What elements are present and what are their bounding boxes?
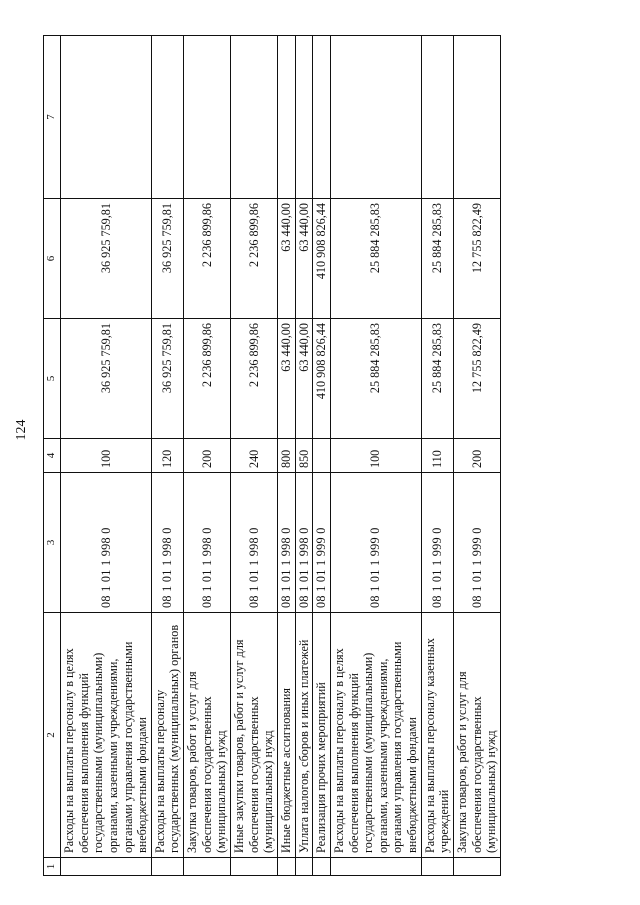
row-blank-cell: [330, 858, 421, 876]
column-number: 3: [44, 473, 61, 613]
row-code-cell: 08 1 01 1 998 0: [277, 473, 295, 613]
row-sum-col5-cell: 410 908 826,44: [313, 319, 331, 439]
row-code-cell: 08 1 01 1 998 0: [151, 473, 183, 613]
row-sum-col6-cell: 25 884 285,83: [421, 199, 453, 319]
table-row: [330, 36, 421, 876]
row-sum-col7-cell: [277, 36, 295, 199]
row-blank-cell: [454, 858, 501, 876]
row-sum-col6-cell: 36 925 759,81: [151, 199, 183, 319]
row-sum-col5-cell: 25 884 285,83: [421, 319, 453, 439]
row-expense-type-cell: 200: [184, 439, 231, 473]
table-row: [231, 36, 278, 876]
row-sum-col7-cell: [421, 36, 453, 199]
row-sum-col7-cell: [454, 36, 501, 199]
column-number: 1: [44, 858, 61, 876]
row-name-cell: Расходы на выплаты персоналу в целях обеспечения выполнения функций государственными (муниципальными) органами, казенными учреждениями, органами управления государственными внебюджетными фондами: [330, 613, 421, 858]
row-expense-type-cell: [313, 439, 331, 473]
row-blank-cell: [184, 858, 231, 876]
row-sum-col5-cell: 36 925 759,81: [151, 319, 183, 439]
table-row: [184, 36, 231, 876]
column-number: 6: [44, 199, 61, 319]
row-sum-col5-cell: 63 440,00: [277, 319, 295, 439]
row-expense-type-cell: 240: [231, 439, 278, 473]
column-number-row: [44, 36, 61, 876]
row-sum-col5-cell: 2 236 899,86: [231, 319, 278, 439]
row-code-cell: 08 1 01 1 999 0: [454, 473, 501, 613]
table-row: [151, 36, 183, 876]
row-name-cell: Уплата налогов, сборов и иных платежей: [295, 613, 313, 858]
row-sum-col6-cell: 12 755 822,49: [454, 199, 501, 319]
column-number: 4: [44, 439, 61, 473]
row-expense-type-cell: 100: [61, 439, 152, 473]
row-blank-cell: [277, 858, 295, 876]
row-name-cell: Иные закупки товаров, работ и услуг для обеспечения государственных (муниципальных) нужд: [231, 613, 278, 858]
row-sum-col7-cell: [61, 36, 152, 199]
rotated-page-content: [43, 36, 623, 876]
row-code-cell: 08 1 01 1 999 0: [330, 473, 421, 613]
column-number: 7: [44, 36, 61, 199]
row-expense-type-cell: 100: [330, 439, 421, 473]
row-code-cell: 08 1 01 1 998 0: [184, 473, 231, 613]
row-expense-type-cell: 850: [295, 439, 313, 473]
column-number: 5: [44, 319, 61, 439]
budget-table: [43, 35, 501, 876]
table-row: [277, 36, 295, 876]
row-blank-cell: [295, 858, 313, 876]
page-number: 124: [14, 419, 29, 441]
row-blank-cell: [151, 858, 183, 876]
column-number: 2: [44, 613, 61, 858]
row-sum-col6-cell: 63 440,00: [277, 199, 295, 319]
table-row: [61, 36, 152, 876]
row-sum-col6-cell: 2 236 899,86: [231, 199, 278, 319]
table-row: [421, 36, 453, 876]
row-sum-col7-cell: [151, 36, 183, 199]
row-name-cell: Закупка товаров, работ и услуг для обеспечения государственных (муниципальных) нужд: [454, 613, 501, 858]
row-sum-col6-cell: 36 925 759,81: [61, 199, 152, 319]
table-row: [313, 36, 331, 876]
row-blank-cell: [421, 858, 453, 876]
row-sum-col6-cell: 25 884 285,83: [330, 199, 421, 319]
row-name-cell: Закупка товаров, работ и услуг для обеспечения государственных (муниципальных) нужд: [184, 613, 231, 858]
row-sum-col7-cell: [330, 36, 421, 199]
row-sum-col7-cell: [184, 36, 231, 199]
table-row: [454, 36, 501, 876]
row-expense-type-cell: 800: [277, 439, 295, 473]
row-code-cell: 08 1 01 1 998 0: [231, 473, 278, 613]
row-sum-col5-cell: 36 925 759,81: [61, 319, 152, 439]
row-sum-col5-cell: 2 236 899,86: [184, 319, 231, 439]
row-sum-col6-cell: 2 236 899,86: [184, 199, 231, 319]
row-name-cell: Реализация прочих мероприятий: [313, 613, 331, 858]
row-sum-col5-cell: 25 884 285,83: [330, 319, 421, 439]
table-row: [295, 36, 313, 876]
row-code-cell: 08 1 01 1 999 0: [313, 473, 331, 613]
row-name-cell: Иные бюджетные ассигнования: [277, 613, 295, 858]
row-expense-type-cell: 110: [421, 439, 453, 473]
row-name-cell: Расходы на выплаты персоналу в целях обеспечения выполнения функций государственными (муниципальными) органами, казенными учреждениями, органами управления государственными внебюджетными фондами: [61, 613, 152, 858]
row-code-cell: 08 1 01 1 998 0: [295, 473, 313, 613]
row-sum-col6-cell: 63 440,00: [295, 199, 313, 319]
row-name-cell: Расходы на выплаты персоналу государственных (муниципальных) органов: [151, 613, 183, 858]
row-sum-col5-cell: 63 440,00: [295, 319, 313, 439]
row-blank-cell: [231, 858, 278, 876]
row-blank-cell: [313, 858, 331, 876]
row-name-cell: Расходы на выплаты персоналу казенных учреждений: [421, 613, 453, 858]
row-sum-col7-cell: [295, 36, 313, 199]
row-sum-col7-cell: [313, 36, 331, 199]
row-expense-type-cell: 120: [151, 439, 183, 473]
row-code-cell: 08 1 01 1 998 0: [61, 473, 152, 613]
row-sum-col5-cell: 12 755 822,49: [454, 319, 501, 439]
row-sum-col6-cell: 410 908 826,44: [313, 199, 331, 319]
row-sum-col7-cell: [231, 36, 278, 199]
row-expense-type-cell: 200: [454, 439, 501, 473]
row-code-cell: 08 1 01 1 999 0: [421, 473, 453, 613]
row-blank-cell: [61, 858, 152, 876]
